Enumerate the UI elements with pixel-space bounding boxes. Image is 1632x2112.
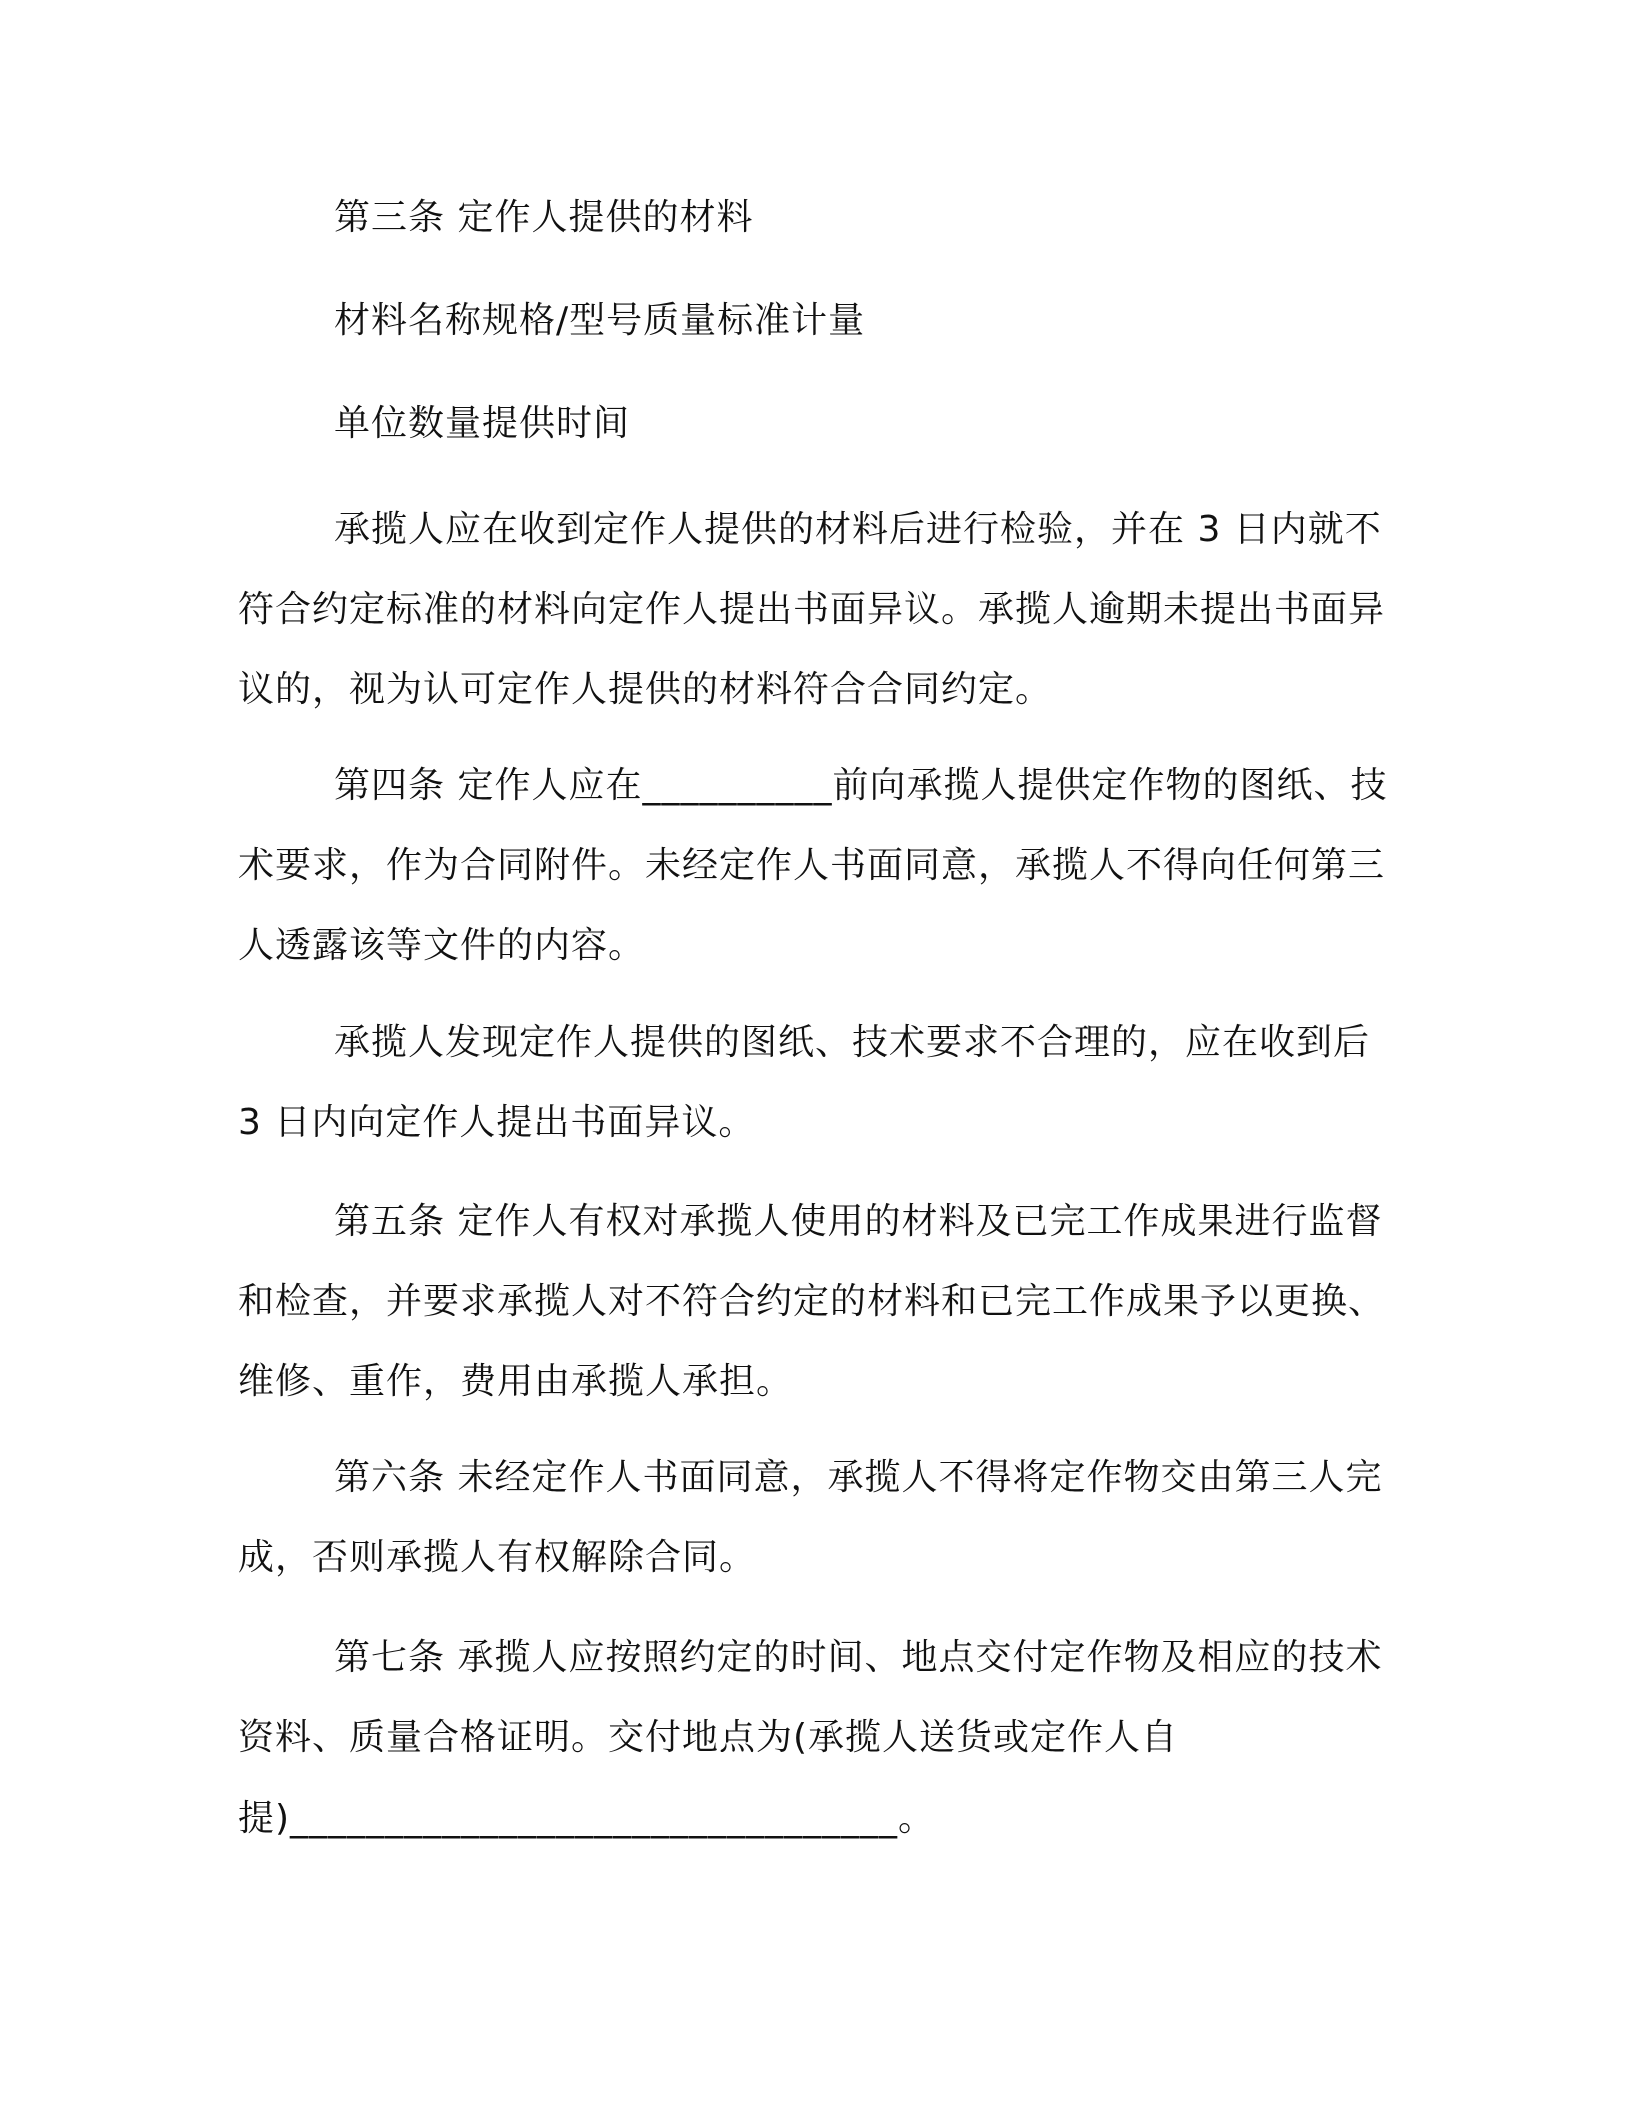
article-7-paragraph: 第七条 承揽人应按照约定的时间、地点交付定作物及相应的技术资料、质量合格证明。交付地点为(承揽人送货或定作人自: [238, 1637, 1383, 1758]
materials-table-header-2: 单位数量提供时间: [334, 403, 631, 444]
materials-table-header-1: 材料名称规格/型号质量标准计量: [334, 300, 866, 341]
article-4-paragraph: 第四条 定作人应在__________前向承揽人提供定作物的图纸、技术要求，作为合同附件。未经定作人书面同意，承揽人不得向任何第三人透露该等文件的内容。: [238, 765, 1388, 966]
article-3-heading: 第三条 定作人提供的材料: [334, 197, 754, 238]
material-inspection-paragraph: 承揽人应在收到定作人提供的材料后进行检验，并在 3 日内就不符合约定标准的材料向定作人提出书面异议。承揽人逾期未提出书面异议的，视为认可定作人提供的材料符合合同约定。: [238, 509, 1386, 710]
drawing-objection-paragraph: 承揽人发现定作人提供的图纸、技术要求不合理的，应在收到后 3 日内向定作人提出书面异议。: [238, 1022, 1371, 1143]
article-5-paragraph: 第五条 定作人有权对承揽人使用的材料及已完工作成果进行监督和检查，并要求承揽人对不符合约定的材料和已完工作成果予以更换、维修、重作，费用由承揽人承担。: [238, 1201, 1386, 1402]
article-7-delivery-blank: 提)________________________________。: [238, 1798, 936, 1839]
article-6-paragraph: 第六条 未经定作人书面同意，承揽人不得将定作物交由第三人完成，否则承揽人有权解除合同。: [238, 1457, 1383, 1578]
